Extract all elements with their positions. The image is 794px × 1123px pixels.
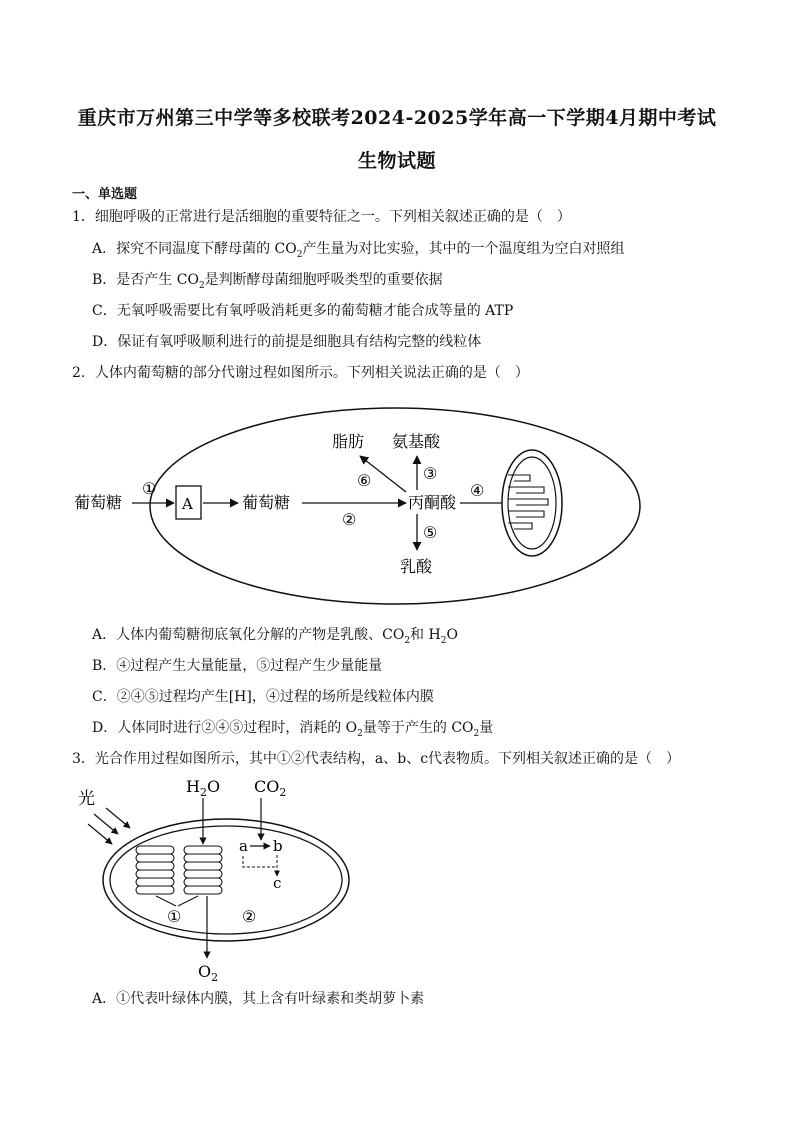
- metabolism-diagram: [70, 400, 650, 610]
- co2-label: $CO_2$: [254, 777, 287, 799]
- glucose-inside-label: 葡萄糖: [242, 493, 291, 512]
- pyruvate-label: 丙酮酸: [408, 493, 457, 512]
- pointer-line-left: [156, 896, 176, 906]
- structure-1-label: ①: [167, 907, 182, 926]
- substance-b-label: b: [273, 837, 283, 855]
- substance-a-label: a: [239, 837, 248, 855]
- light-ray-3: [88, 824, 112, 844]
- photosynthesis-diagram: [70, 772, 360, 987]
- step-3-label: ③: [423, 464, 438, 483]
- substance-c-label: c: [273, 874, 282, 892]
- q1-option-a: A．探究不同温度下酵母菌的 $CO_2$产生量为对比实验，其中的一个温度组为空白对照组: [92, 241, 625, 260]
- dashed-cycle-line: [243, 855, 277, 876]
- q1-option-c: C．无氧呼吸需要比有氧呼吸消耗更多的葡萄糖才能合成等量的 ATP: [92, 303, 514, 319]
- step-5-label: ⑤: [423, 523, 438, 542]
- q2-option-a: A．人体内葡萄糖彻底氧化分解的产物是乳酸、$CO_2$和 $H_2O$: [92, 627, 458, 646]
- section-heading: 一、单选题: [72, 187, 138, 202]
- q3-option-a: A．①代表叶绿体内膜，其上含有叶绿素和类胡萝卜素: [92, 991, 425, 1007]
- mitochondrion-icon: [502, 450, 562, 556]
- q2-option-d: D．人体同时进行②④⑤过程时，消耗的 $O_2$量等于产生的 $CO_2$量: [92, 720, 494, 739]
- q1-option-b: B．是否产生 $CO_2$是判断酵母菌细胞呼吸类型的重要依据: [92, 272, 443, 291]
- step-2-label: ②: [342, 510, 357, 529]
- fat-label: 脂肪: [332, 432, 365, 451]
- step-1-label: ①: [142, 479, 157, 498]
- transporter-label: A: [182, 495, 193, 513]
- page-subtitle: 生物试题: [357, 150, 436, 172]
- step-6-label: ⑥: [357, 471, 372, 490]
- amino-acid-label: 氨基酸: [392, 432, 441, 451]
- light-label: 光: [78, 789, 95, 809]
- glucose-outside-label: 葡萄糖: [74, 493, 123, 512]
- light-ray-1: [94, 814, 118, 834]
- grana-stack-right: [184, 846, 222, 894]
- q1-option-d: D．保证有氧呼吸顺利进行的前提是细胞具有结构完整的线粒体: [92, 334, 482, 350]
- q2-option-b: B．④过程产生大量能量，⑤过程产生少量能量: [92, 658, 383, 674]
- o2-label: $O_2$: [198, 962, 219, 984]
- q2-stem: 2．人体内葡萄糖的部分代谢过程如图所示。下列相关说法正确的是（ ）: [72, 365, 529, 381]
- q2-option-c: C．②④⑤过程均产生[H]，④过程的场所是线粒体内膜: [92, 689, 434, 705]
- pointer-line-right: [178, 896, 198, 906]
- q1-stem: 1．细胞呼吸的正常进行是活细胞的重要特征之一。下列相关叙述正确的是（ ）: [72, 209, 571, 225]
- grana-stack-left: [136, 846, 174, 894]
- h2o-label: $H_2O$: [186, 777, 221, 799]
- light-ray-2: [106, 808, 130, 828]
- q3-stem: 3．光合作用过程如图所示，其中①②代表结构，a、b、c代表物质。下列相关叙述正确的是（ ）: [72, 751, 681, 767]
- lactic-acid-label: 乳酸: [400, 557, 433, 576]
- step-4-label: ④: [470, 481, 485, 500]
- structure-2-label: ②: [242, 907, 257, 926]
- page-title: 重庆市万州第三中学等多校联考2024-2025学年高一下学期4月期中考试: [77, 107, 717, 129]
